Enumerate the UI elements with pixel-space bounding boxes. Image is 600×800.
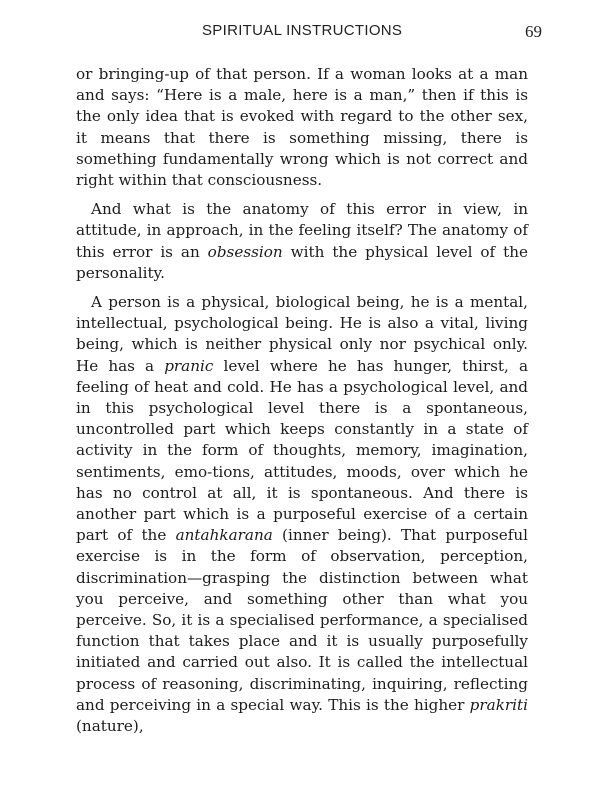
paragraph-text: A person is a physical, biological being, he is a mental, intellectual, psychological being. He is also a vital, living being, which is neither physical only nor psychical only. He has a (76, 293, 528, 375)
italic-term-obsession: obsession (207, 242, 283, 261)
running-head (72, 22, 542, 46)
body-text (76, 64, 528, 745)
italic-term-antahkarana: antahkarana (175, 526, 273, 545)
paragraph-3 (76, 292, 528, 737)
paragraph-text: (inner being). That purposeful exercise is in the form of observation, perception, discrimination—grasping the distinction between what you perceive, and something other than what you perceive. So, it is a specialised performance, a specialised function that takes place and it is usually purposefully initiated and carried out also. It is called the intellectual process of reasoning, discriminating, inquiring, reflecting and perceiving in a special way. This is the higher (76, 526, 529, 714)
paragraph-1 (76, 64, 528, 191)
page-number: 69 (525, 22, 542, 41)
paragraph-text: (nature), (76, 717, 144, 736)
paragraph-text: or bringing-up of that person. If a woman looks at a man and says: “Here is a male, here is a man,” then if this is the only idea that is evoked with regard to the other sex, it means that there is something missing, there is something fundamentally wrong which is not correct and right within that consciousness. (76, 65, 528, 190)
paragraph-text: level where he has hunger, thirst, a feeling of heat and cold. He has a psychological level, and in this psychological level there is a spontaneous, uncontrolled part which keeps constantly in a state of activity in the form of thoughts, memory, imagination, sentiments, emo-tions, attitudes, moods, over which he has no control at all, it is spontaneous. And there is another part which is a purposeful exercise of a certain part of the (76, 356, 528, 545)
paragraph-text: And what is the anatomy of this error in view, in attitude, in approach, in the feeling itself? The anatomy of this error is an (76, 200, 528, 261)
paragraph-text: with the physical level of the personality. (76, 242, 528, 282)
running-title: SPIRITUAL INSTRUCTIONS (202, 22, 403, 39)
italic-term-prakriti: prakriti (469, 695, 528, 714)
italic-term-pranic: pranic (164, 356, 214, 375)
paragraph-2 (76, 199, 528, 284)
